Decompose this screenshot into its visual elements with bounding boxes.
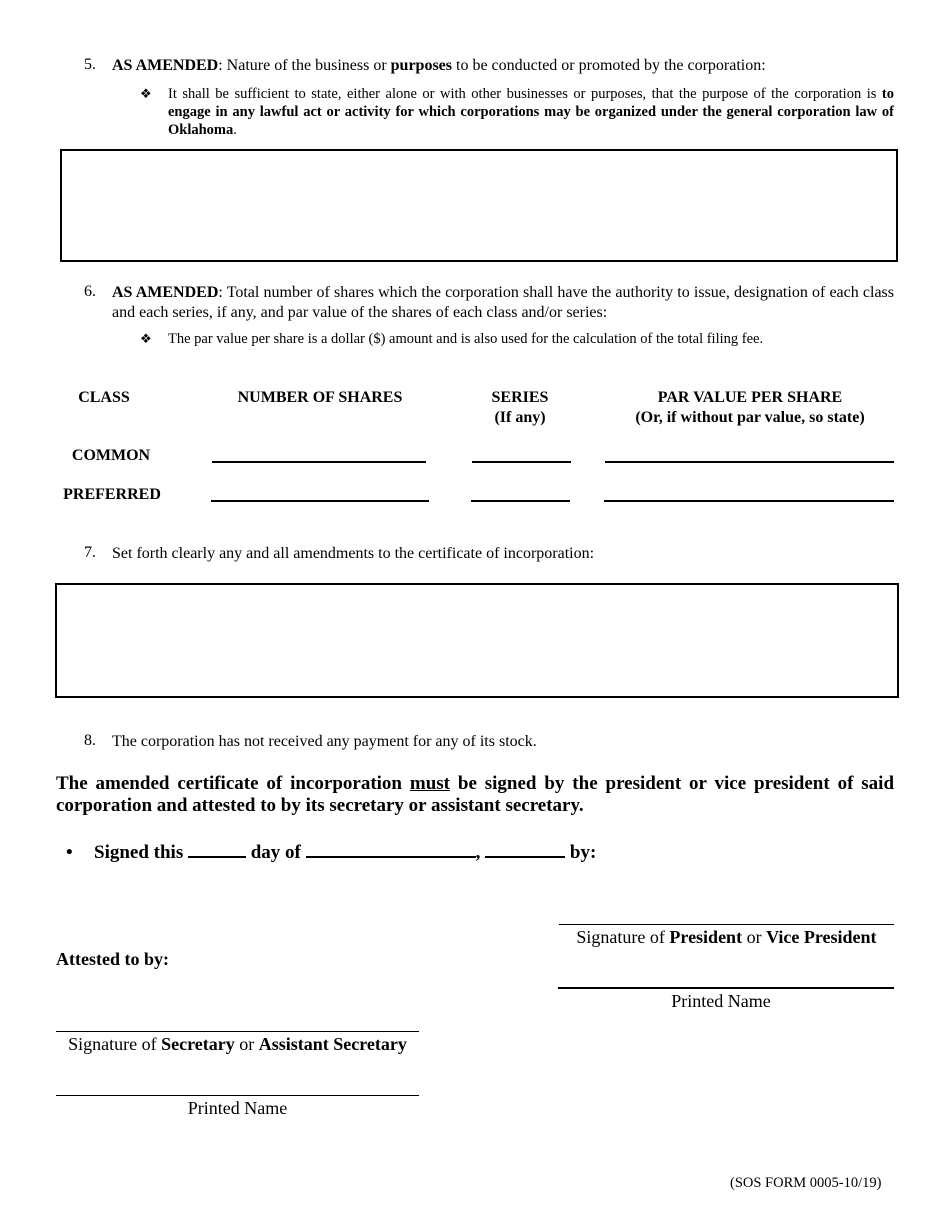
item-6-number: 6.: [84, 283, 96, 300]
attested-label: Attested to by:: [56, 949, 169, 969]
item-6-text: AS AMENDED: Total number of shares which the corporation shall have the authority to issue, designation of each class and each series, if any, and par value of the shares of each class and/or series:: [112, 284, 894, 321]
diamond-bullet-icon: ❖: [140, 86, 152, 101]
header-series: SERIES (If any): [491, 389, 549, 426]
signing-notice: The amended certificate of incorporation must be signed by the president or vice president of said corporation and attested to by its secretary or assistant secretary.: [56, 773, 895, 816]
president-signature-line[interactable]: [559, 924, 894, 925]
item-5-number: 5.: [84, 56, 96, 73]
common-series-field[interactable]: [472, 461, 571, 463]
item-5-note: It shall be sufficient to state, either alone or with other businesses or purposes, that the purpose of the corporation is to engage in any lawful act or activity for which corporations may be organized under the general corporation law of Oklahoma.: [168, 86, 894, 138]
item-5-text: AS AMENDED: Nature of the business or purposes to be conducted or promoted by the corporation:: [112, 57, 766, 74]
common-par-value-field[interactable]: [605, 461, 894, 463]
preferred-shares-field[interactable]: [211, 500, 429, 502]
signed-month-field[interactable]: [306, 842, 476, 858]
diamond-bullet-icon: ❖: [140, 331, 152, 346]
header-class: CLASS: [78, 389, 130, 406]
signed-day-field[interactable]: [188, 842, 246, 858]
secretary-signature-line[interactable]: [56, 1031, 419, 1032]
secretary-printed-name-label: Printed Name: [187, 1098, 288, 1118]
item-7-text: Set forth clearly any and all amendments to the certificate of incorporation:: [112, 545, 595, 562]
row-label-common: COMMON: [71, 447, 151, 464]
item-8-text: The corporation has not received any payment for any of its stock.: [112, 733, 537, 750]
preferred-par-value-field[interactable]: [604, 500, 894, 502]
secretary-printed-name-line[interactable]: [56, 1095, 419, 1096]
preferred-series-field[interactable]: [471, 500, 570, 502]
amendments-input-box[interactable]: [55, 583, 899, 698]
signed-line: Signed this day of , by:: [94, 842, 597, 863]
purpose-input-box[interactable]: [60, 149, 898, 262]
bullet-icon: •: [66, 842, 73, 863]
item-7-number: 7.: [84, 544, 96, 561]
president-printed-name-label: Printed Name: [671, 991, 771, 1011]
item-8-number: 8.: [84, 732, 96, 749]
item-6-note: The par value per share is a dollar ($) amount and is also used for the calculation of the total filing fee.: [168, 331, 764, 347]
secretary-signature-caption: Signature of Secretary or Assistant Secretary: [68, 1034, 407, 1054]
item-5-lead: AS AMENDED: [112, 57, 219, 74]
header-number-of-shares: NUMBER OF SHARES: [237, 389, 403, 406]
president-signature-caption: Signature of President or Vice President: [576, 927, 877, 947]
signed-year-field[interactable]: [485, 842, 565, 858]
row-label-preferred: PREFERRED: [63, 486, 161, 503]
common-shares-field[interactable]: [212, 461, 426, 463]
president-printed-name-line[interactable]: [558, 987, 894, 989]
form-number-footer: (SOS FORM 0005-10/19): [730, 1175, 882, 1191]
header-par-value: PAR VALUE PER SHARE (Or, if without par value, so state): [635, 389, 865, 426]
